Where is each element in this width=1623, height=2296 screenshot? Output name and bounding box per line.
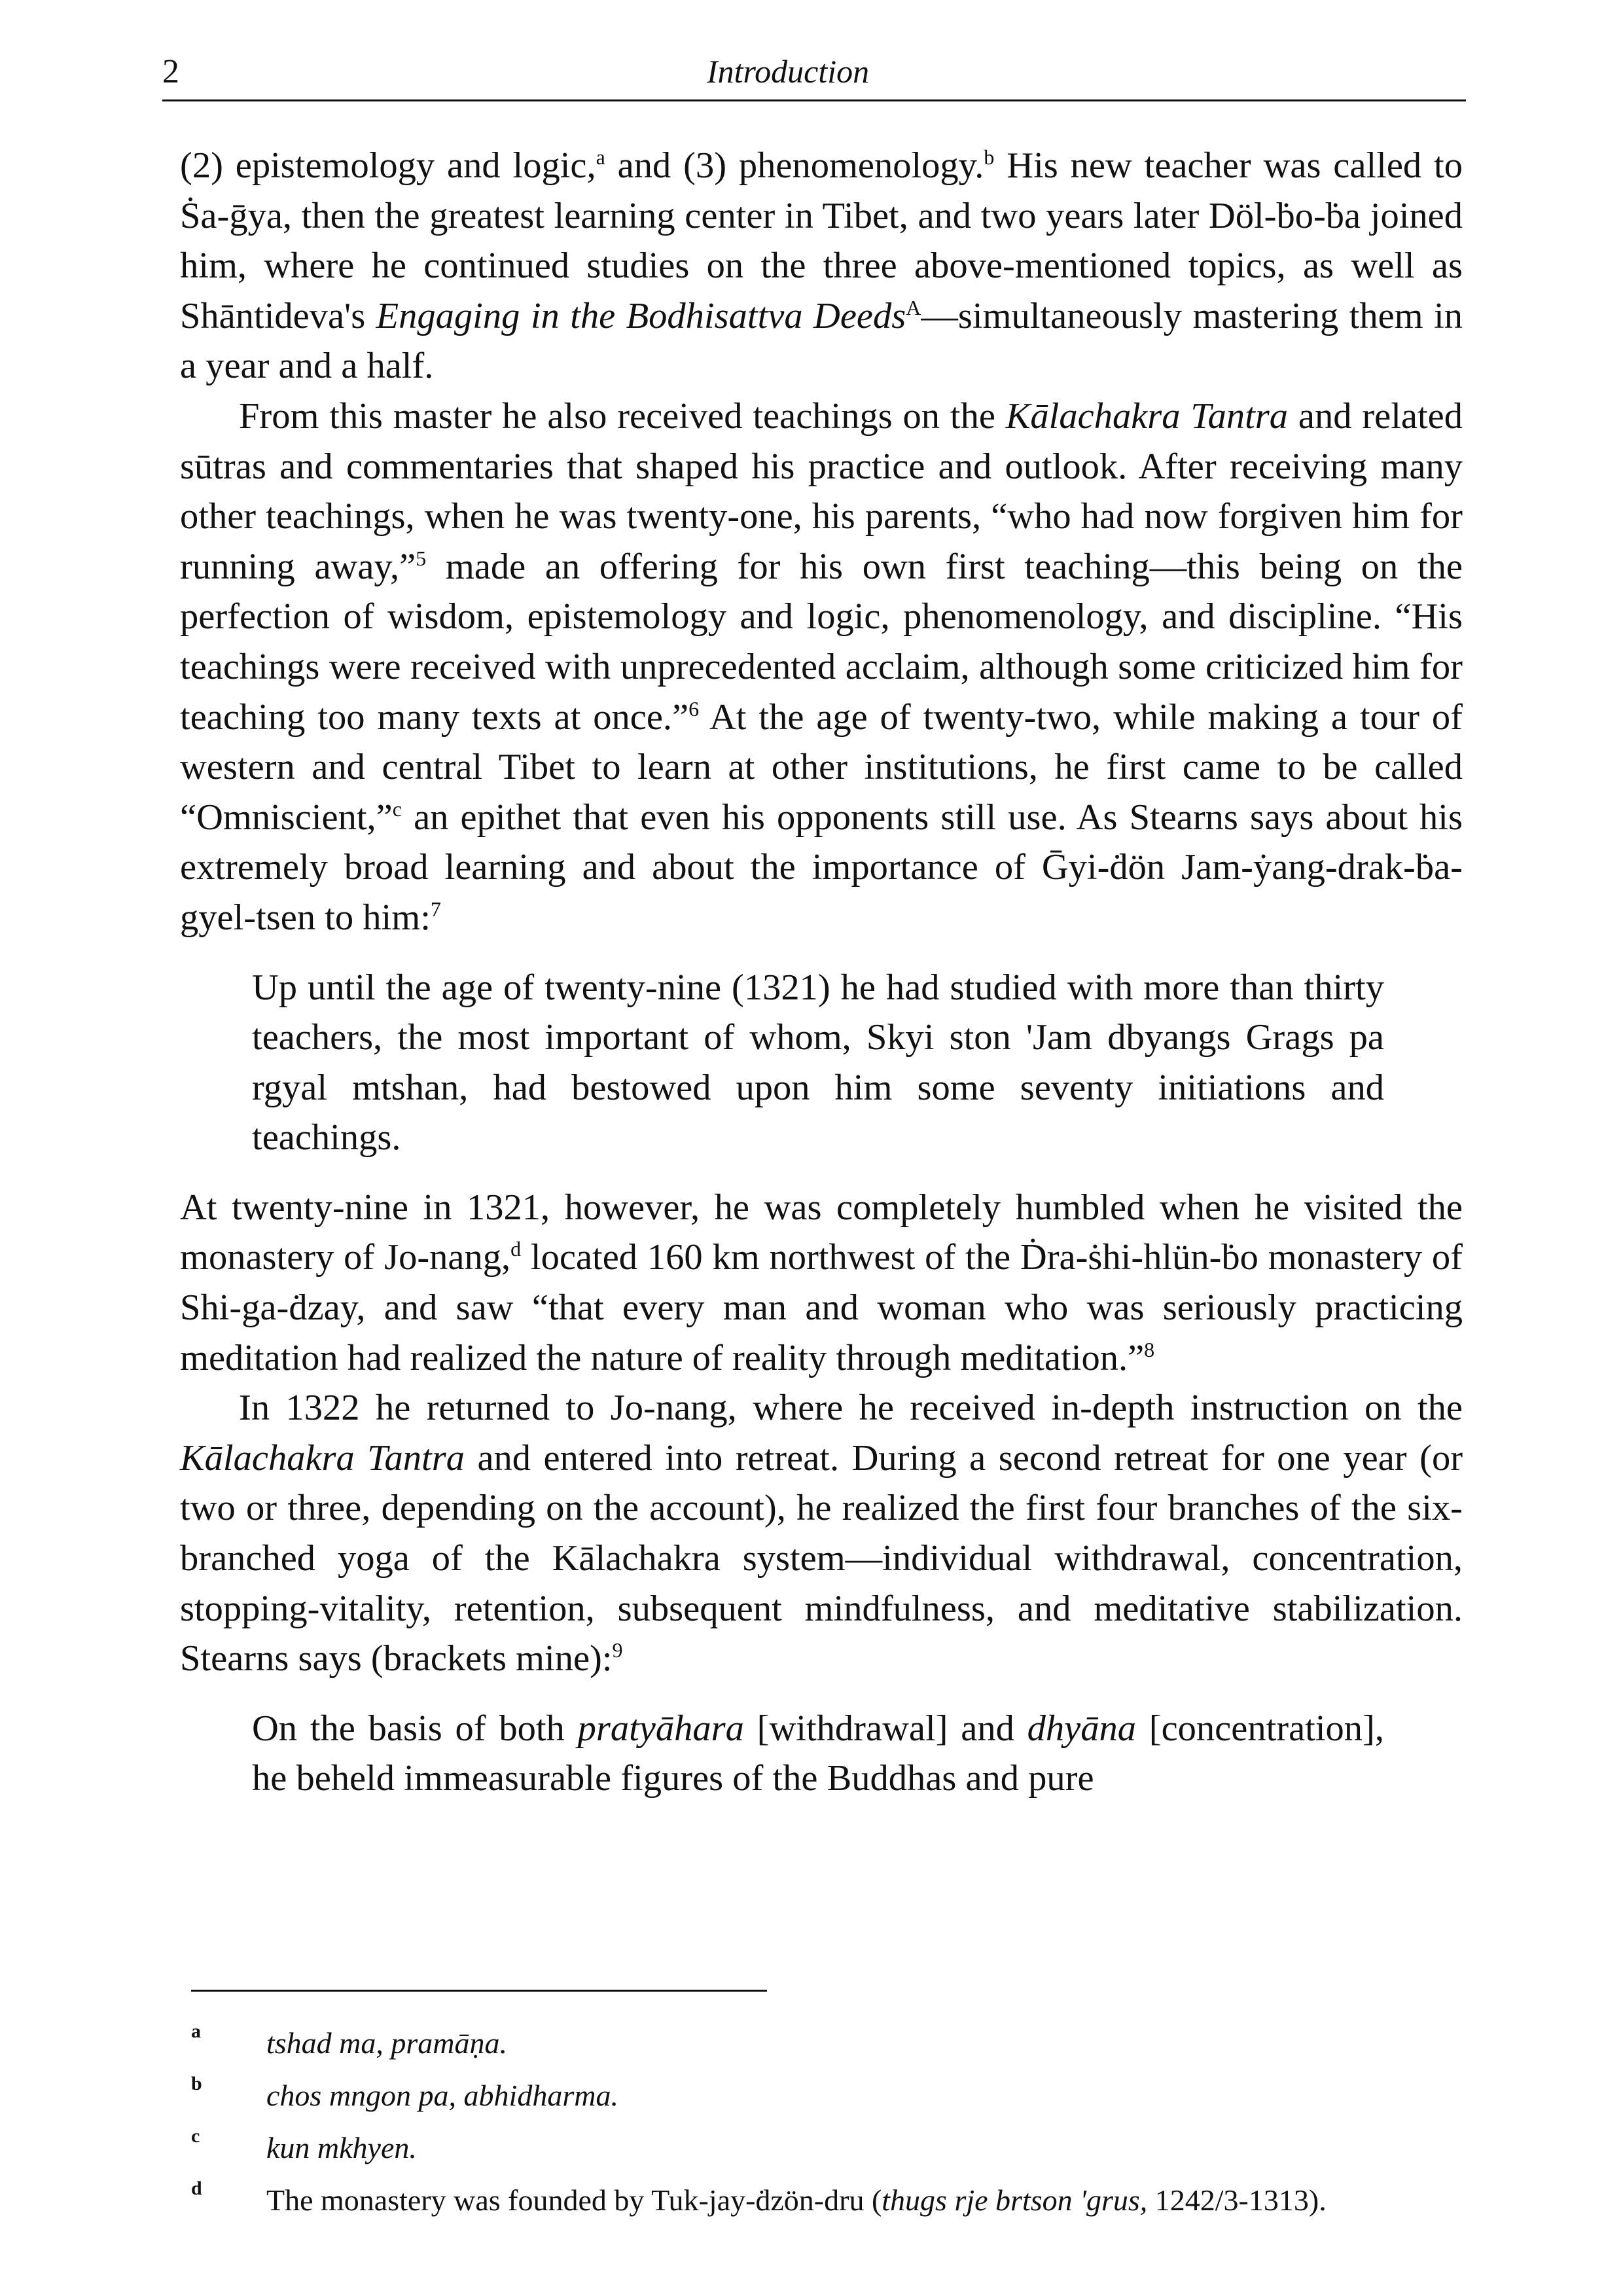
note-ref: A (906, 295, 921, 319)
footnote-b (191, 2073, 1474, 2130)
footnote-c (191, 2125, 1474, 2183)
block-quote-2: On the basis of both pratyāhara [withdrawal] and dhyāna [concentration], he beheld immeasurable figures of the Buddhas and pure (252, 1708, 1384, 1799)
footnote-mark: d (191, 2178, 202, 2199)
paragraph-1: (2) epistemology and logic,$^a$ and (3) phenomenology.$^b$ His new teacher was called to Ṡa-ḡya, then the greatest learning center in Tibet, and two years later Döl-ḃo-ḃa joined him, where he continued studies on the three above-mentioned topics, as well as Shāntideva's Engaging in the Bodhisattva Deeds$^A$—simultaneously mastering them in a year and a half. (180, 145, 1463, 387)
footnote-text: chos mngon pa, abhidharma. (266, 2079, 618, 2112)
footnote-d (191, 2178, 1474, 2235)
note-ref: 9 (612, 1638, 623, 1662)
paragraph-2: From this master he also received teachings on the Kālachakra Tantra and related sūtras and commentaries that shaped his practice and outlook. After receiving many other teachings, when he was twenty-one, his parents, “who had now forgiven him for running away,”$^5$ made an offering for his own first teaching—this being on the perfection of wisdom, epistemology and logic, phenomenology, and discipline. “His teachings were received with unprecedented acclaim, although some criticized him for teaching too many texts at once.”$^6$ At the age of twenty-two, while making a tour of western and central Tibet to learn at other institutions, he first came to be called “Omniscient,”$^c$ an epithet that even his opponents still use. As Stearns says about his extremely broad learning and about the importance of Ḡyi-ḋön Jam-ẏang-drak-ḃa-gyel-tsen to him:$^7$ (180, 395, 1463, 938)
footnote-text: tshad ma, pramāṇa. (266, 2026, 508, 2060)
book-title: Kālachakra Tantra (1005, 395, 1289, 437)
page-number: 2 (162, 53, 179, 90)
sanskrit-term: pratyāhara (577, 1708, 744, 1749)
footnote-mark: a (191, 2020, 201, 2042)
footnote-mark: b (191, 2073, 202, 2094)
footnote-rule (191, 1990, 767, 1992)
footnotes (191, 2020, 1474, 2235)
paragraph-4: In 1322 he returned to Jo-nang, where he received in-depth instruction on the Kālachakra Tantra and entered into retreat. During a second retreat for one year (or two or three, depending on the account), he realized the first four branches of the six-branched yoga of the Kālachakra system—individual withdrawal, concentration, stopping-vitality, retention, subsequent mindfulness, and meditative stabilization. Stearns says (brackets mine):$^9$ (180, 1388, 1463, 1679)
note-ref: 7 (430, 897, 441, 922)
footnote-text: The monastery was founded by Tuk-jay-ḋzön-dru (thugs rje brtson 'grus, 1242/3-1313). (266, 2183, 1327, 2217)
block-quote-1: Up until the age of twenty-nine (1321) he had studied with more than thirty teachers, the most important of whom, Skyi ston 'Jam dbyangs Grags pa rgyal mtshan, had bestowed upon him some seventy initiations and teachings. (252, 967, 1384, 1158)
note-ref: c (392, 797, 402, 821)
note-ref: 6 (688, 696, 700, 721)
footnote-mark: c (191, 2125, 200, 2147)
body-text (180, 141, 1463, 1823)
paragraph-3: At twenty-nine in 1321, however, he was completely humbled when he visited the monastery of Jo-nang,$^d$ located 160 km northwest of the Ḋra-ṡhi-hlün-ḃo monastery of Shi-ga-ḋzay, and saw “that every man and woman who was seriously practicing meditation had realized the nature of reality through meditation.”$^8$ (180, 1187, 1463, 1378)
note-ref: d (510, 1237, 522, 1261)
footnote-a (191, 2020, 1474, 2078)
book-title: Kālachakra Tantra (180, 1437, 465, 1479)
running-head: Introduction (707, 53, 870, 90)
sanskrit-term: dhyāna (1027, 1708, 1136, 1749)
header-rule (162, 99, 1466, 101)
footnote-text: kun mkhyen. (266, 2131, 417, 2164)
book-title: Engaging in the Bodhisattva Deeds (376, 295, 906, 336)
note-ref: b (984, 145, 995, 170)
note-ref: a (596, 145, 605, 170)
note-ref: 5 (416, 546, 427, 570)
note-ref: 8 (1144, 1337, 1155, 1361)
